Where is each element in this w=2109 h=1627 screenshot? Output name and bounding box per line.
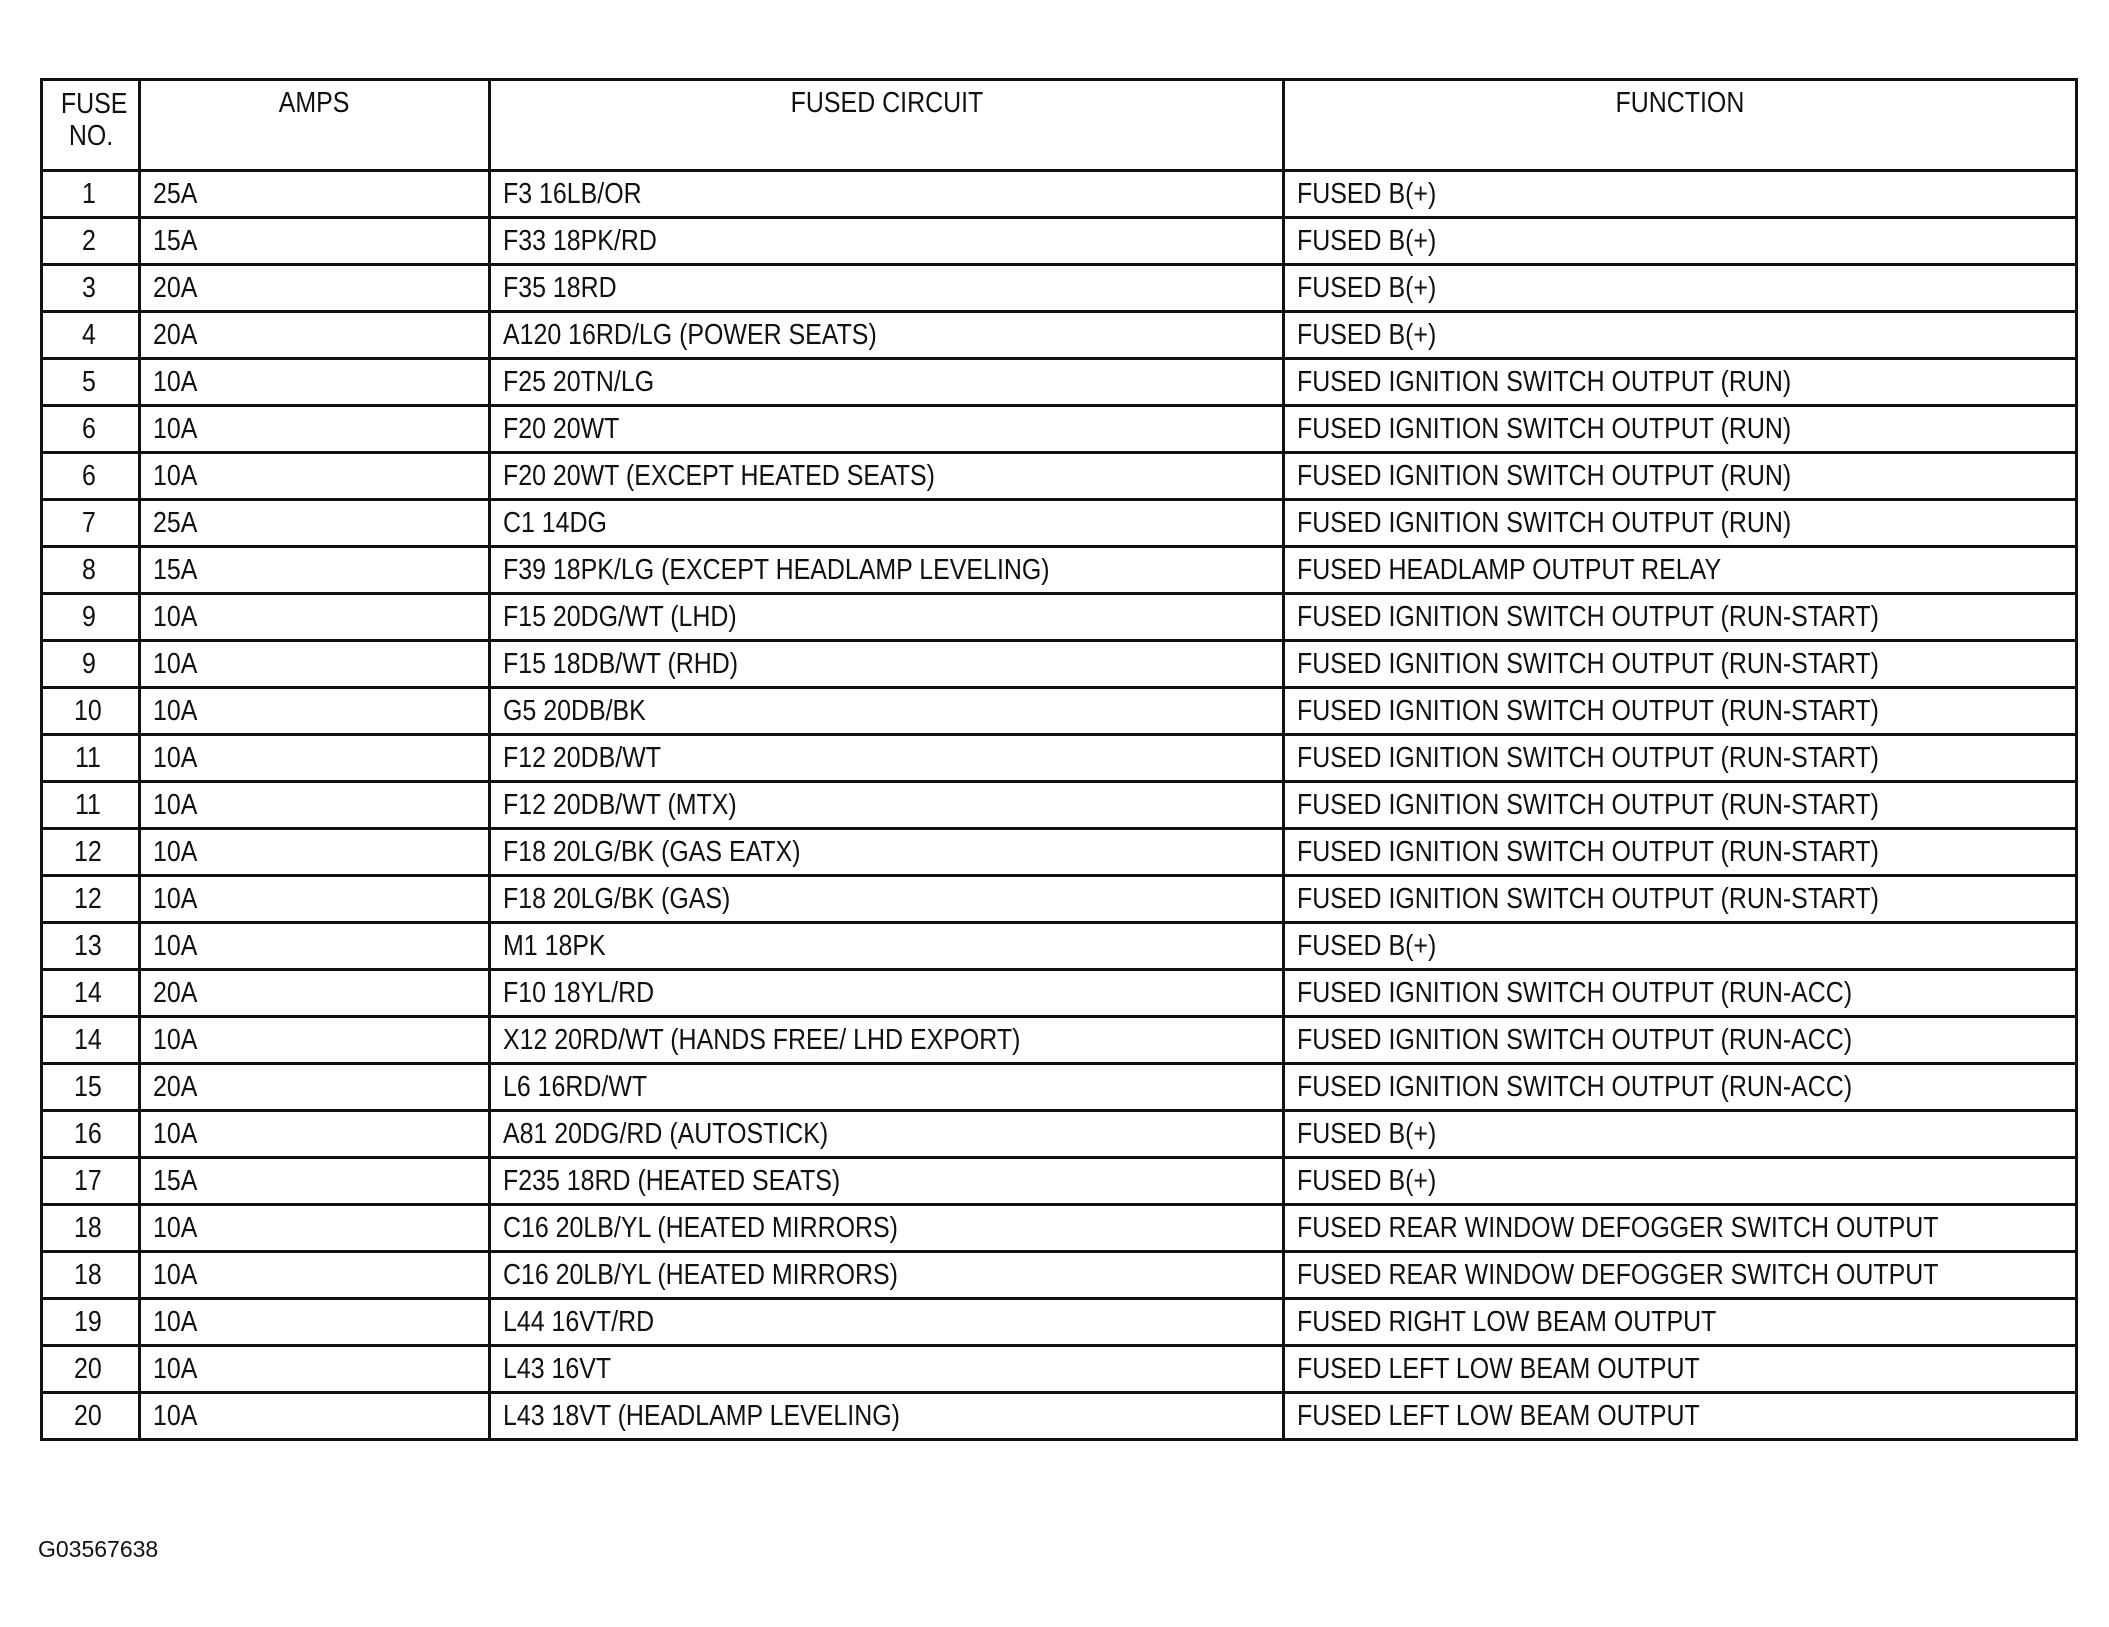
cell-fused-circuit (490, 923, 1284, 970)
table-row (42, 970, 2077, 1017)
cell-fuse-no-text: 1 (82, 177, 97, 210)
cell-function (1284, 829, 2077, 876)
cell-fuse-no (42, 876, 140, 923)
cell-function-text: FUSED IGNITION SWITCH OUTPUT (RUN-START) (1297, 788, 1879, 821)
cell-fused-circuit-text: F20 20WT (503, 412, 620, 445)
cell-amps-text: 15A (153, 1164, 198, 1197)
cell-function (1284, 1252, 2077, 1299)
header-function-text: FUNCTION (1615, 87, 1745, 119)
cell-function-text: FUSED REAR WINDOW DEFOGGER SWITCH OUTPUT (1297, 1211, 1939, 1244)
cell-fuse-no-text: 18 (74, 1258, 103, 1291)
table-row (42, 1017, 2077, 1064)
cell-function-text: FUSED B(+) (1297, 318, 1437, 351)
cell-function (1284, 547, 2077, 594)
cell-amps-text: 10A (153, 694, 198, 727)
cell-function (1284, 218, 2077, 265)
cell-amps (140, 1346, 490, 1393)
cell-fused-circuit (490, 1205, 1284, 1252)
header-function (1284, 80, 2077, 171)
cell-function (1284, 1346, 2077, 1393)
cell-fuse-no-text: 20 (74, 1399, 103, 1432)
cell-amps-text: 20A (153, 976, 198, 1009)
cell-function (1284, 641, 2077, 688)
cell-amps-text: 10A (153, 365, 198, 398)
cell-fused-circuit (490, 1393, 1284, 1440)
cell-fused-circuit-text: L43 18VT (HEADLAMP LEVELING) (503, 1399, 900, 1432)
table-row (42, 1299, 2077, 1346)
cell-fuse-no (42, 923, 140, 970)
header-fuse-no-text: FUSE NO. (60, 88, 127, 152)
cell-fused-circuit-text: F12 20DB/WT (MTX) (503, 788, 737, 821)
cell-fuse-no (42, 453, 140, 500)
cell-fused-circuit-text: F35 18RD (503, 271, 617, 304)
cell-fuse-no (42, 641, 140, 688)
cell-fused-circuit (490, 1111, 1284, 1158)
cell-function (1284, 453, 2077, 500)
cell-fused-circuit (490, 406, 1284, 453)
table-body (42, 171, 2077, 1440)
cell-amps-text: 10A (153, 741, 198, 774)
table-row (42, 406, 2077, 453)
image-id-label: G03567638 (38, 1536, 159, 1562)
cell-fuse-no (42, 171, 140, 218)
cell-fused-circuit-text: F235 18RD (HEATED SEATS) (503, 1164, 841, 1197)
table-row (42, 688, 2077, 735)
cell-fuse-no-text: 8 (82, 553, 97, 586)
cell-fuse-no-text: 3 (82, 271, 97, 304)
cell-amps (140, 688, 490, 735)
cell-fused-circuit (490, 312, 1284, 359)
cell-amps (140, 594, 490, 641)
cell-amps (140, 1393, 490, 1440)
cell-fuse-no (42, 594, 140, 641)
cell-fuse-no-text: 12 (74, 882, 103, 915)
cell-amps-text: 25A (153, 506, 198, 539)
cell-function-text: FUSED B(+) (1297, 224, 1437, 257)
cell-fuse-no-text: 2 (82, 224, 97, 257)
cell-function-text: FUSED B(+) (1297, 177, 1437, 210)
cell-amps-text: 10A (153, 1305, 198, 1338)
cell-fused-circuit-text: C16 20LB/YL (HEATED MIRRORS) (503, 1211, 898, 1244)
cell-function (1284, 1017, 2077, 1064)
cell-amps (140, 1017, 490, 1064)
cell-function-text: FUSED B(+) (1297, 271, 1437, 304)
cell-fused-circuit-text: A120 16RD/LG (POWER SEATS) (503, 318, 877, 351)
table-row (42, 500, 2077, 547)
cell-amps (140, 218, 490, 265)
cell-fused-circuit (490, 641, 1284, 688)
cell-function-text: FUSED HEADLAMP OUTPUT RELAY (1297, 553, 1722, 586)
cell-fused-circuit (490, 547, 1284, 594)
cell-fused-circuit (490, 876, 1284, 923)
cell-amps (140, 359, 490, 406)
cell-fuse-no (42, 1299, 140, 1346)
cell-fused-circuit (490, 359, 1284, 406)
cell-amps-text: 10A (153, 835, 198, 868)
cell-function-text: FUSED IGNITION SWITCH OUTPUT (RUN-START) (1297, 647, 1879, 680)
cell-fuse-no (42, 1158, 140, 1205)
cell-function (1284, 1158, 2077, 1205)
cell-fused-circuit (490, 218, 1284, 265)
table-row (42, 641, 2077, 688)
cell-function-text: FUSED IGNITION SWITCH OUTPUT (RUN-START) (1297, 694, 1879, 727)
cell-amps (140, 453, 490, 500)
cell-fused-circuit (490, 688, 1284, 735)
cell-fuse-no-text: 5 (82, 365, 97, 398)
table-row (42, 829, 2077, 876)
cell-fuse-no-text: 9 (82, 600, 97, 633)
table-row (42, 1158, 2077, 1205)
cell-fused-circuit (490, 782, 1284, 829)
cell-fused-circuit (490, 970, 1284, 1017)
cell-fuse-no-text: 20 (74, 1352, 103, 1385)
cell-amps (140, 500, 490, 547)
cell-fuse-no-text: 11 (75, 788, 102, 821)
cell-function (1284, 876, 2077, 923)
cell-fuse-no-text: 17 (74, 1164, 103, 1197)
cell-amps-text: 15A (153, 224, 198, 257)
cell-function (1284, 594, 2077, 641)
table-row (42, 735, 2077, 782)
fuse-table (40, 78, 2078, 1441)
cell-fuse-no-text: 4 (82, 318, 97, 351)
cell-fused-circuit (490, 265, 1284, 312)
cell-amps-text: 10A (153, 1211, 198, 1244)
cell-function (1284, 1393, 2077, 1440)
cell-amps (140, 1299, 490, 1346)
cell-fuse-no (42, 1346, 140, 1393)
cell-function (1284, 1205, 2077, 1252)
cell-amps-text: 10A (153, 1258, 198, 1291)
table-row (42, 923, 2077, 970)
table-row (42, 782, 2077, 829)
cell-fuse-no-text: 10 (74, 694, 103, 727)
cell-fuse-no (42, 1252, 140, 1299)
cell-fuse-no (42, 688, 140, 735)
table-row (42, 171, 2077, 218)
cell-amps-text: 25A (153, 177, 198, 210)
cell-fuse-no (42, 1205, 140, 1252)
cell-function-text: FUSED B(+) (1297, 1117, 1437, 1150)
cell-amps (140, 406, 490, 453)
cell-function-text: FUSED IGNITION SWITCH OUTPUT (RUN-ACC) (1297, 976, 1853, 1009)
cell-amps (140, 829, 490, 876)
cell-function-text: FUSED IGNITION SWITCH OUTPUT (RUN-START) (1297, 882, 1879, 915)
cell-amps-text: 10A (153, 647, 198, 680)
cell-amps (140, 1252, 490, 1299)
cell-fused-circuit-text: A81 20DG/RD (AUTOSTICK) (503, 1117, 829, 1150)
cell-function (1284, 406, 2077, 453)
cell-fused-circuit (490, 594, 1284, 641)
cell-function-text: FUSED RIGHT LOW BEAM OUTPUT (1297, 1305, 1717, 1338)
cell-fused-circuit-text: F3 16LB/OR (503, 177, 642, 210)
cell-fuse-no-text: 16 (74, 1117, 103, 1150)
cell-amps-text: 10A (153, 1117, 198, 1150)
cell-function (1284, 782, 2077, 829)
cell-function-text: FUSED IGNITION SWITCH OUTPUT (RUN) (1297, 365, 1792, 398)
table-row (42, 453, 2077, 500)
cell-amps (140, 876, 490, 923)
cell-fused-circuit-text: L6 16RD/WT (503, 1070, 648, 1103)
cell-amps-text: 10A (153, 1399, 198, 1432)
cell-amps-text: 10A (153, 1023, 198, 1056)
cell-function (1284, 171, 2077, 218)
cell-fused-circuit (490, 1346, 1284, 1393)
cell-fused-circuit-text: L43 16VT (503, 1352, 612, 1385)
cell-function-text: FUSED IGNITION SWITCH OUTPUT (RUN-ACC) (1297, 1070, 1853, 1103)
header-amps (140, 80, 490, 171)
cell-function-text: FUSED IGNITION SWITCH OUTPUT (RUN-START) (1297, 600, 1879, 633)
cell-fuse-no (42, 406, 140, 453)
cell-fused-circuit-text: F39 18PK/LG (EXCEPT HEADLAMP LEVELING) (503, 553, 1050, 586)
cell-fuse-no-text: 7 (82, 506, 97, 539)
header-fused-circuit-text: FUSED CIRCUIT (790, 87, 983, 119)
table-row (42, 218, 2077, 265)
cell-amps (140, 312, 490, 359)
cell-function-text: FUSED REAR WINDOW DEFOGGER SWITCH OUTPUT (1297, 1258, 1939, 1291)
cell-function (1284, 1064, 2077, 1111)
cell-fuse-no (42, 1064, 140, 1111)
cell-amps-text: 10A (153, 600, 198, 633)
cell-fuse-no-text: 11 (75, 741, 102, 774)
table-row (42, 594, 2077, 641)
cell-fused-circuit-text: F12 20DB/WT (503, 741, 661, 774)
cell-fuse-no (42, 1111, 140, 1158)
cell-amps-text: 15A (153, 553, 198, 586)
cell-amps-text: 10A (153, 882, 198, 915)
cell-fuse-no-text: 14 (74, 976, 103, 1009)
table-row (42, 876, 2077, 923)
cell-fuse-no-text: 19 (74, 1305, 103, 1338)
cell-function (1284, 359, 2077, 406)
cell-fused-circuit-text: M1 18PK (503, 929, 606, 962)
header-fused-circuit (490, 80, 1284, 171)
cell-fused-circuit-text: F15 18DB/WT (RHD) (503, 647, 739, 680)
cell-amps (140, 171, 490, 218)
cell-amps-text: 10A (153, 929, 198, 962)
cell-amps (140, 970, 490, 1017)
cell-fuse-no (42, 500, 140, 547)
cell-function (1284, 688, 2077, 735)
cell-fused-circuit-text: C16 20LB/YL (HEATED MIRRORS) (503, 1258, 898, 1291)
cell-fused-circuit (490, 500, 1284, 547)
table-row (42, 1252, 2077, 1299)
cell-function (1284, 312, 2077, 359)
cell-fused-circuit-text: F10 18YL/RD (503, 976, 655, 1009)
table-row (42, 1205, 2077, 1252)
cell-fuse-no-text: 15 (74, 1070, 103, 1103)
cell-fused-circuit-text: G5 20DB/BK (503, 694, 646, 727)
cell-function-text: FUSED IGNITION SWITCH OUTPUT (RUN-START) (1297, 835, 1879, 868)
cell-fuse-no-text: 6 (82, 412, 97, 445)
cell-fuse-no (42, 359, 140, 406)
cell-amps (140, 1205, 490, 1252)
cell-fused-circuit (490, 453, 1284, 500)
table-row (42, 312, 2077, 359)
cell-fuse-no (42, 1017, 140, 1064)
cell-fuse-no (42, 547, 140, 594)
table-row (42, 1346, 2077, 1393)
cell-function (1284, 735, 2077, 782)
cell-fuse-no-text: 12 (74, 835, 103, 868)
header-fuse-no (42, 80, 140, 171)
cell-function-text: FUSED IGNITION SWITCH OUTPUT (RUN) (1297, 459, 1792, 492)
table-header (42, 80, 2077, 171)
header-row (42, 80, 2077, 171)
cell-function (1284, 970, 2077, 1017)
cell-fuse-no (42, 218, 140, 265)
cell-fuse-no (42, 1393, 140, 1440)
cell-amps (140, 923, 490, 970)
cell-amps-text: 10A (153, 459, 198, 492)
cell-fused-circuit-text: F25 20TN/LG (503, 365, 655, 398)
cell-fuse-no-text: 9 (82, 647, 97, 680)
cell-amps (140, 265, 490, 312)
cell-fused-circuit (490, 1158, 1284, 1205)
cell-fuse-no-text: 18 (74, 1211, 103, 1244)
cell-function (1284, 1299, 2077, 1346)
table-row (42, 1393, 2077, 1440)
cell-fused-circuit (490, 1064, 1284, 1111)
cell-fused-circuit-text: C1 14DG (503, 506, 607, 539)
cell-amps (140, 782, 490, 829)
cell-fused-circuit-text: X12 20RD/WT (HANDS FREE/ LHD EXPORT) (503, 1023, 1021, 1056)
table-row (42, 265, 2077, 312)
cell-fused-circuit (490, 1252, 1284, 1299)
cell-amps-text: 10A (153, 1352, 198, 1385)
cell-function-text: FUSED IGNITION SWITCH OUTPUT (RUN) (1297, 506, 1792, 539)
table-row (42, 359, 2077, 406)
cell-fuse-no (42, 829, 140, 876)
cell-fused-circuit (490, 1299, 1284, 1346)
cell-amps (140, 735, 490, 782)
cell-fuse-no-text: 6 (82, 459, 97, 492)
cell-amps (140, 547, 490, 594)
cell-function (1284, 923, 2077, 970)
cell-function-text: FUSED LEFT LOW BEAM OUTPUT (1297, 1399, 1700, 1432)
cell-function-text: FUSED IGNITION SWITCH OUTPUT (RUN-START) (1297, 741, 1879, 774)
cell-function-text: FUSED LEFT LOW BEAM OUTPUT (1297, 1352, 1700, 1385)
cell-function-text: FUSED IGNITION SWITCH OUTPUT (RUN-ACC) (1297, 1023, 1853, 1056)
cell-function-text: FUSED IGNITION SWITCH OUTPUT (RUN) (1297, 412, 1792, 445)
cell-fuse-no (42, 782, 140, 829)
cell-function (1284, 265, 2077, 312)
cell-amps (140, 1111, 490, 1158)
cell-function-text: FUSED B(+) (1297, 1164, 1437, 1197)
cell-fused-circuit-text: L44 16VT/RD (503, 1305, 655, 1338)
cell-fused-circuit (490, 1017, 1284, 1064)
cell-fused-circuit-text: F15 20DG/WT (LHD) (503, 600, 737, 633)
cell-amps (140, 641, 490, 688)
cell-fused-circuit-text: F33 18PK/RD (503, 224, 657, 257)
cell-fuse-no (42, 970, 140, 1017)
cell-amps-text: 20A (153, 271, 198, 304)
cell-amps (140, 1158, 490, 1205)
cell-fuse-no-text: 14 (74, 1023, 103, 1056)
cell-amps-text: 20A (153, 318, 198, 351)
header-amps-text: AMPS (279, 87, 350, 119)
cell-fused-circuit-text: F18 20LG/BK (GAS) (503, 882, 731, 915)
cell-amps-text: 10A (153, 788, 198, 821)
cell-fuse-no (42, 735, 140, 782)
cell-fused-circuit-text: F18 20LG/BK (GAS EATX) (503, 835, 801, 868)
cell-fuse-no (42, 265, 140, 312)
table-row (42, 1111, 2077, 1158)
cell-function-text: FUSED B(+) (1297, 929, 1437, 962)
cell-fused-circuit (490, 829, 1284, 876)
table-row (42, 1064, 2077, 1111)
cell-amps (140, 1064, 490, 1111)
table-row (42, 547, 2077, 594)
cell-fused-circuit (490, 735, 1284, 782)
cell-fused-circuit (490, 171, 1284, 218)
cell-amps-text: 20A (153, 1070, 198, 1103)
cell-function (1284, 500, 2077, 547)
cell-amps-text: 10A (153, 412, 198, 445)
cell-function (1284, 1111, 2077, 1158)
cell-fuse-no-text: 13 (74, 929, 103, 962)
cell-fuse-no (42, 312, 140, 359)
cell-fused-circuit-text: F20 20WT (EXCEPT HEATED SEATS) (503, 459, 935, 492)
